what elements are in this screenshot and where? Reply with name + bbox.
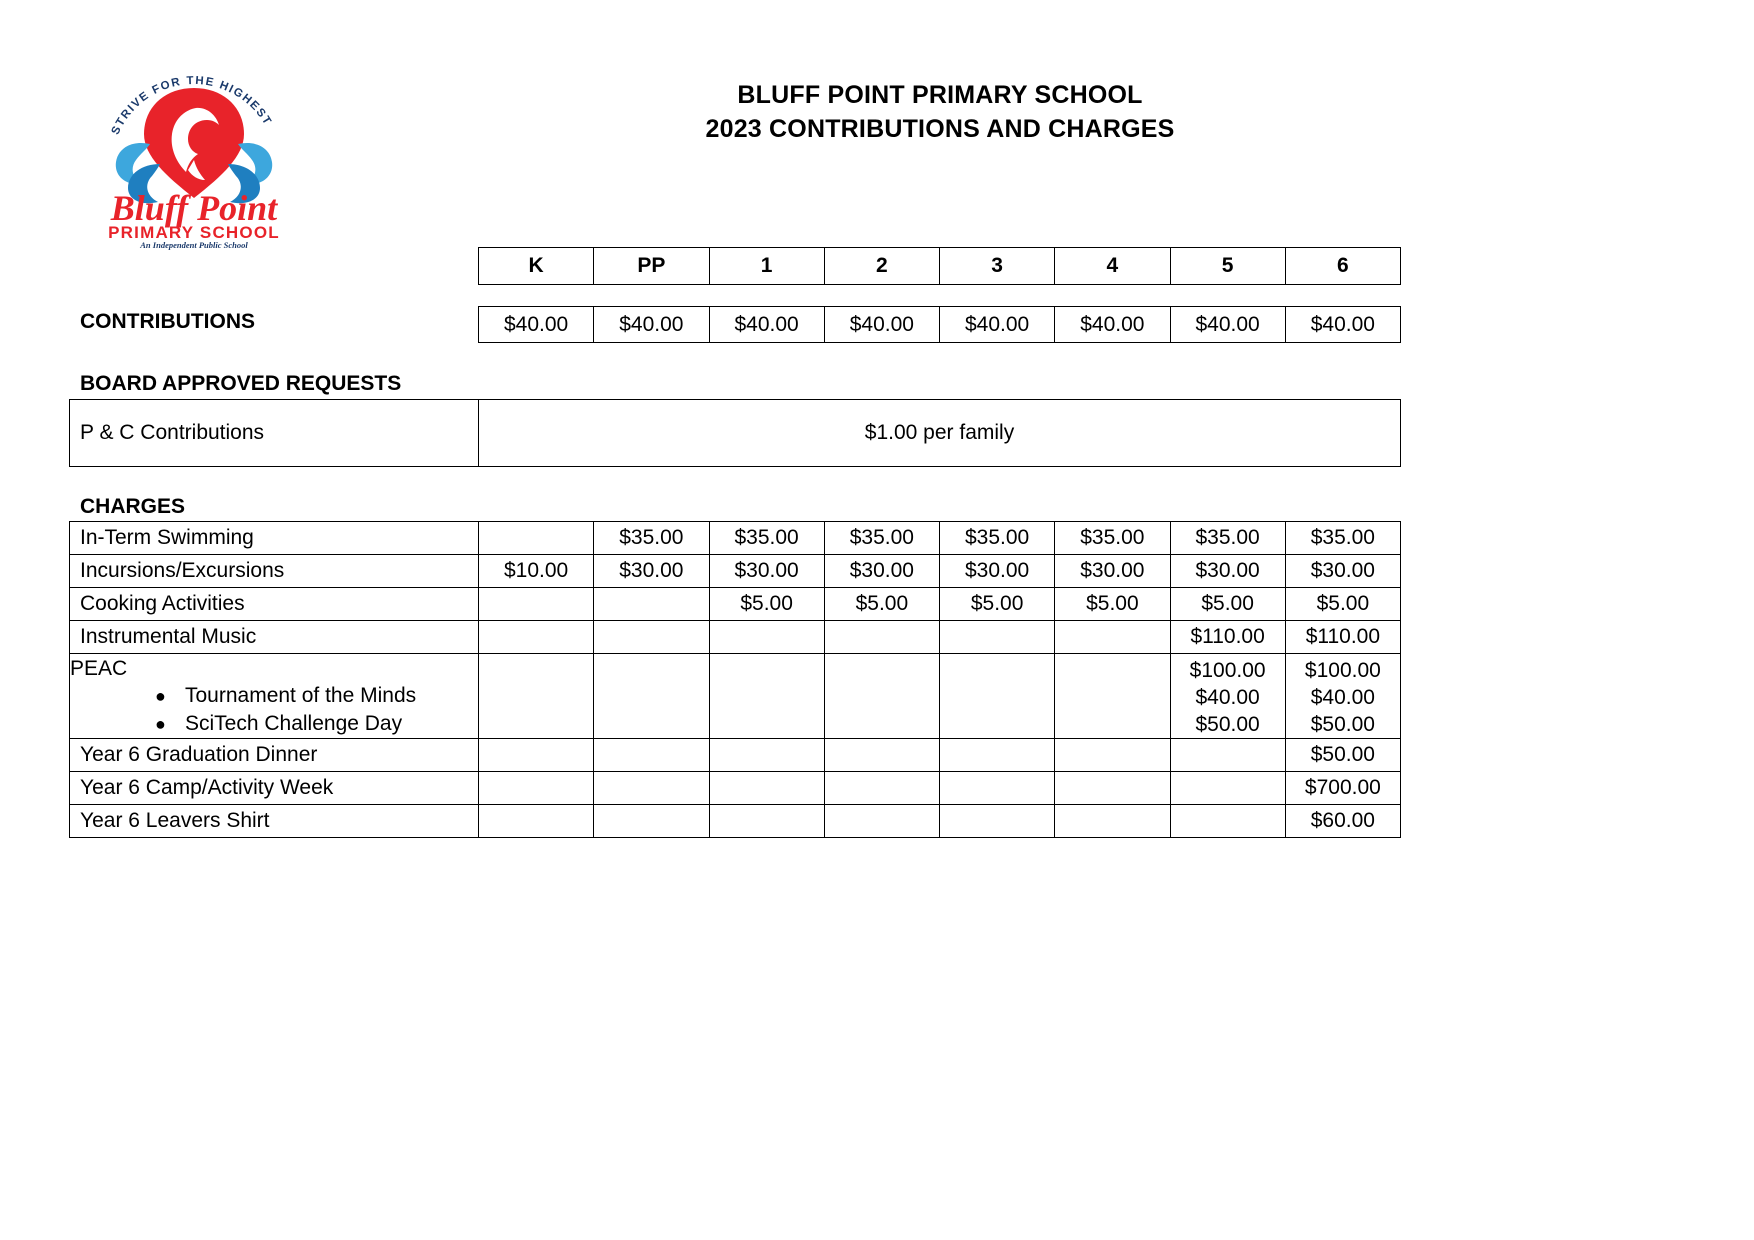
contribution-1: $40.00 [709,307,824,343]
contribution-3: $40.00 [940,307,1055,343]
charge-5: $30.00 [1170,555,1285,588]
charge-k [479,588,594,621]
charge-2 [824,739,939,772]
charge-k [479,621,594,654]
charge-2: $5.00 [824,588,939,621]
charge-name: Year 6 Graduation Dinner [70,739,479,772]
charge-k [479,772,594,805]
contributions-row [479,307,1401,343]
charge-name: Incursions/Excursions [70,555,479,588]
peac-amount-line: $100.00 [1304,659,1381,682]
school-logo [88,52,300,250]
list-item [155,710,478,738]
peac-amount-line: $40.00 [1310,686,1375,709]
charge-k [479,739,594,772]
charge-4: $30.00 [1055,555,1170,588]
grade-col-1: 1 [709,248,824,285]
charge-1: $5.00 [709,588,824,621]
charge-1 [709,772,824,805]
board-approved-row [70,400,1401,467]
charge-6: $50.00 [1285,739,1400,772]
charge-5: $110.00 [1170,621,1285,654]
peac-amount-line: $50.00 [1310,713,1375,736]
charge-3 [940,772,1055,805]
grade-header-table [478,247,1401,285]
contribution-pp: $40.00 [594,307,709,343]
grade-col-k: K [479,248,594,285]
bullet-icon: ● [155,713,166,734]
charge-name: Year 6 Camp/Activity Week [70,772,479,805]
charge-1 [709,621,824,654]
svg-text:Bluff Point: Bluff Point [110,188,278,228]
charge-name-peac [70,654,479,739]
charge-6: $35.00 [1285,522,1400,555]
charge-6: $30.00 [1285,555,1400,588]
table-row [70,555,1401,588]
grade-header-row [479,248,1401,285]
charge-1: $30.00 [709,555,824,588]
charge-4 [1055,621,1170,654]
charge-6: $60.00 [1285,805,1400,838]
board-approved-label: BOARD APPROVED REQUESTS [80,372,402,395]
charge-1: $35.00 [709,522,824,555]
document-title [480,78,1400,146]
charge-2 [824,805,939,838]
table-row [70,522,1401,555]
charge-pp [594,772,709,805]
charge-5: $5.00 [1170,588,1285,621]
grade-col-6: 6 [1285,248,1400,285]
charge-4 [1055,739,1170,772]
charge-1 [709,805,824,838]
svg-text:STRIVE FOR THE HIGHEST: STRIVE FOR THE HIGHEST [109,74,274,137]
charge-name: Year 6 Leavers Shirt [70,805,479,838]
peac-bullet-label: Tournament of the Minds [185,683,417,707]
charge-pp [594,621,709,654]
charges-table [69,521,1401,838]
peac-bullet-list [70,682,478,738]
charge-4 [1055,772,1170,805]
charge-k [479,805,594,838]
board-approved-item-value: $1.00 per family [479,400,1401,467]
charge-6 [1285,654,1400,739]
table-row [70,621,1401,654]
svg-text:PRIMARY SCHOOL: PRIMARY SCHOOL [108,223,280,242]
charge-k [479,654,594,739]
board-approved-table [69,399,1401,467]
charge-3: $30.00 [940,555,1055,588]
grade-col-4: 4 [1055,248,1170,285]
table-row-peac [70,654,1401,739]
charge-pp: $35.00 [594,522,709,555]
contributions-table [478,306,1401,343]
charge-pp [594,654,709,739]
charge-name: Cooking Activities [70,588,479,621]
title-line-1: BLUFF POINT PRIMARY SCHOOL [737,81,1143,109]
charge-pp [594,805,709,838]
contribution-4: $40.00 [1055,307,1170,343]
charge-pp [594,588,709,621]
grade-col-2: 2 [824,248,939,285]
charge-2 [824,654,939,739]
charge-2 [824,621,939,654]
charge-4: $35.00 [1055,522,1170,555]
charge-6: $110.00 [1285,621,1400,654]
charge-5 [1170,805,1285,838]
charges-label: CHARGES [80,495,186,518]
table-row [70,805,1401,838]
charge-2 [824,772,939,805]
charge-5 [1170,739,1285,772]
list-item [155,682,478,710]
peac-amount-line: $50.00 [1195,713,1260,736]
charge-pp [594,739,709,772]
charge-pp: $30.00 [594,555,709,588]
charge-3 [940,739,1055,772]
charge-1 [709,739,824,772]
bullet-icon: ● [155,685,166,706]
charge-3 [940,654,1055,739]
contribution-2: $40.00 [824,307,939,343]
charge-6: $5.00 [1285,588,1400,621]
peac-amount-line: $40.00 [1195,686,1260,709]
charge-k: $10.00 [479,555,594,588]
charge-name: Instrumental Music [70,621,479,654]
title-line-2: 2023 CONTRIBUTIONS AND CHARGES [705,115,1175,143]
svg-text:An Independent Public School: An Independent Public School [140,240,248,250]
charge-3 [940,621,1055,654]
school-logo-graphic [88,52,300,250]
contribution-6: $40.00 [1285,307,1400,343]
peac-title: PEAC [70,656,128,680]
table-row [70,739,1401,772]
charge-k [479,522,594,555]
charge-2: $35.00 [824,522,939,555]
table-row [70,588,1401,621]
charge-name: In-Term Swimming [70,522,479,555]
charge-3: $5.00 [940,588,1055,621]
charge-5 [1170,654,1285,739]
contributions-label: CONTRIBUTIONS [80,310,255,333]
grade-col-pp: PP [594,248,709,285]
charge-6: $700.00 [1285,772,1400,805]
grade-col-3: 3 [940,248,1055,285]
peac-bullet-label: SciTech Challenge Day [185,711,403,735]
charge-2: $30.00 [824,555,939,588]
charge-4: $5.00 [1055,588,1170,621]
charge-5: $35.00 [1170,522,1285,555]
charge-5 [1170,772,1285,805]
table-row [70,772,1401,805]
charge-4 [1055,805,1170,838]
contribution-k: $40.00 [479,307,594,343]
grade-col-5: 5 [1170,248,1285,285]
charge-1 [709,654,824,739]
charge-3: $35.00 [940,522,1055,555]
charge-3 [940,805,1055,838]
board-approved-item-name: P & C Contributions [70,400,479,467]
charge-4 [1055,654,1170,739]
peac-amount-line: $100.00 [1189,659,1266,682]
contribution-5: $40.00 [1170,307,1285,343]
